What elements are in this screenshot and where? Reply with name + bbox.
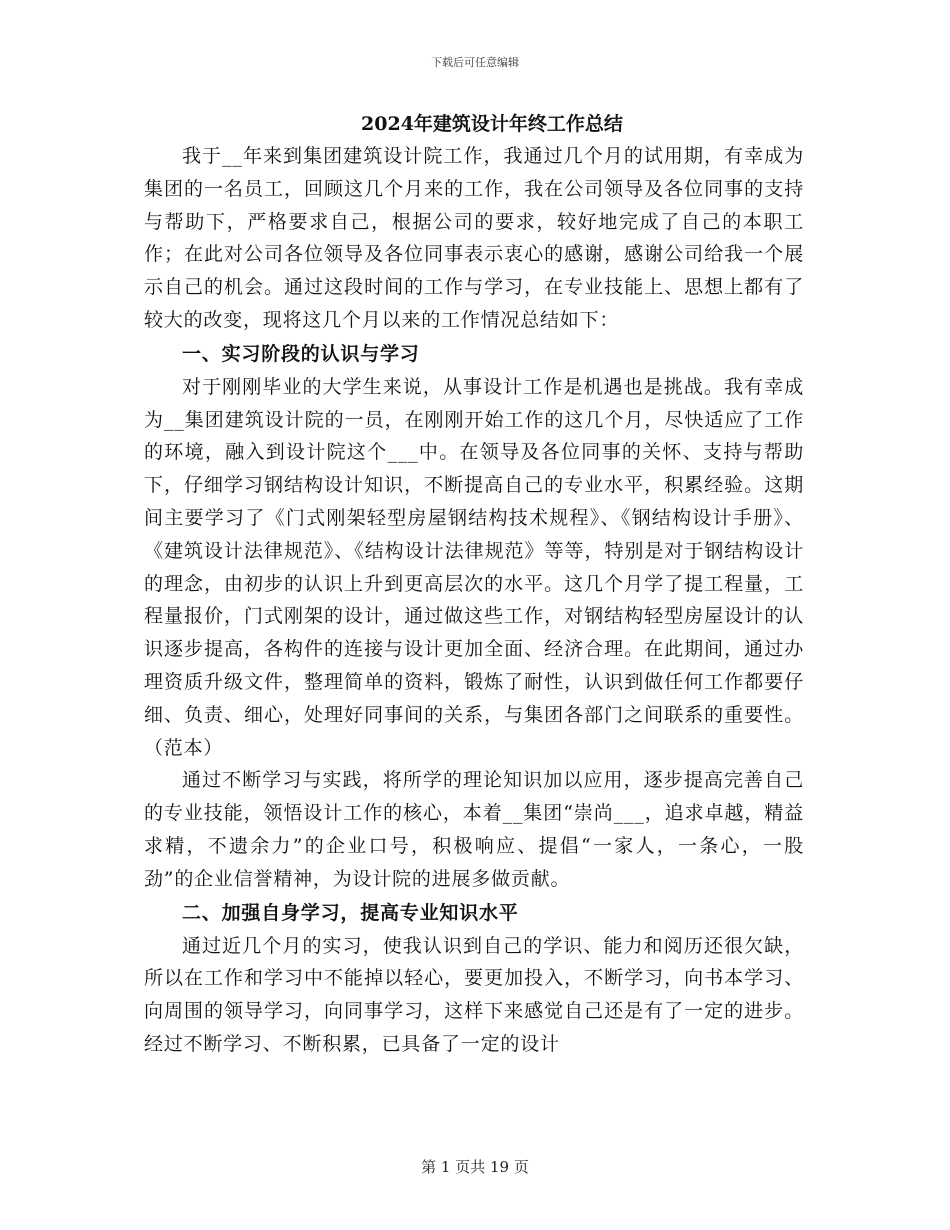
section-heading-1: 一、实习阶段的认识与学习 <box>182 342 420 365</box>
document-body <box>144 108 804 1061</box>
paragraph-section1-b: 通过不断学习与实践，将所学的理论知识加以应用，逐步提高完善自己的专业技能，领悟设计工作的核心，本着__集团“崇尚___，追求卓越，精益求精，不遗余力”的企业口号，积极响应、提倡“一家人，一条心，一股劲”的企业信誉精神，为设计院的进展多做贡献。 <box>144 769 804 890</box>
page-header: 下载后可任意编辑 <box>431 56 519 69</box>
section-heading-2: 二、加强自身学习，提高专业知识水平 <box>182 901 519 924</box>
paragraph-section2-a: 通过近几个月的实习，使我认识到自己的学识、能力和阅历还很欠缺，所以在工作和学习中不能掉以轻心，要更加投入，不断学习，向书本学习、向周围的领导学习，向同事学习，这样下来感觉自己还是有了一定的进步。经过不断学习、不断积累，已具备了一定的设计 <box>144 934 804 1055</box>
page-footer: 第 1 页共 19 页 <box>421 1158 529 1176</box>
document-title: 2024年建筑设计年终工作总结 <box>361 113 623 135</box>
paragraph-section1-a: 对于刚刚毕业的大学生来说，从事设计工作是机遇也是挑战。我有幸成为__集团建筑设计院的一员，在刚刚开始工作的这几个月，尽快适应了工作的环境，融入到设计院这个___中。在领导及各位同事的关怀、支持与帮助下，仔细学习钢结构设计知识，不断提高自己的专业水平，积累经验。这期间主要学习了《门式刚架轻型房屋钢结构技术规程》、《钢结构设计手册》、《建筑设计法律规范》、《结构设计法律规范》等等，特别是对于钢结构设计的理念，由初步的认识上升到更高层次的水平。这几个月学了提工程量，工程量报价，门式刚架的设计，通过做这些工作，对钢结构轻型房屋设计的认识逐步提高，各构件的连接与设计更加全面、经济合理。在此期间，通过办理资质升级文件，整理简单的资料，锻炼了耐性，认识到做任何工作都要仔细、负责、细心，处理好同事间的关系，与集团各部门之间联系的重要性。（范本） <box>144 375 804 759</box>
paragraph-intro: 我于__年来到集团建筑设计院工作，我通过几个月的试用期，有幸成为集团的一名员工，回顾这几个月来的工作，我在公司领导及各位同事的支持与帮助下，严格要求自己，根据公司的要求，较好地完成了自己的本职工作；在此对公司各位领导及各位同事表示衷心的感谢，感谢公司给我一个展示自己的机会。通过这段时间的工作与学习，在专业技能上、思想上都有了较大的改变，现将这几个月以来的工作情况总结如下： <box>144 145 804 331</box>
